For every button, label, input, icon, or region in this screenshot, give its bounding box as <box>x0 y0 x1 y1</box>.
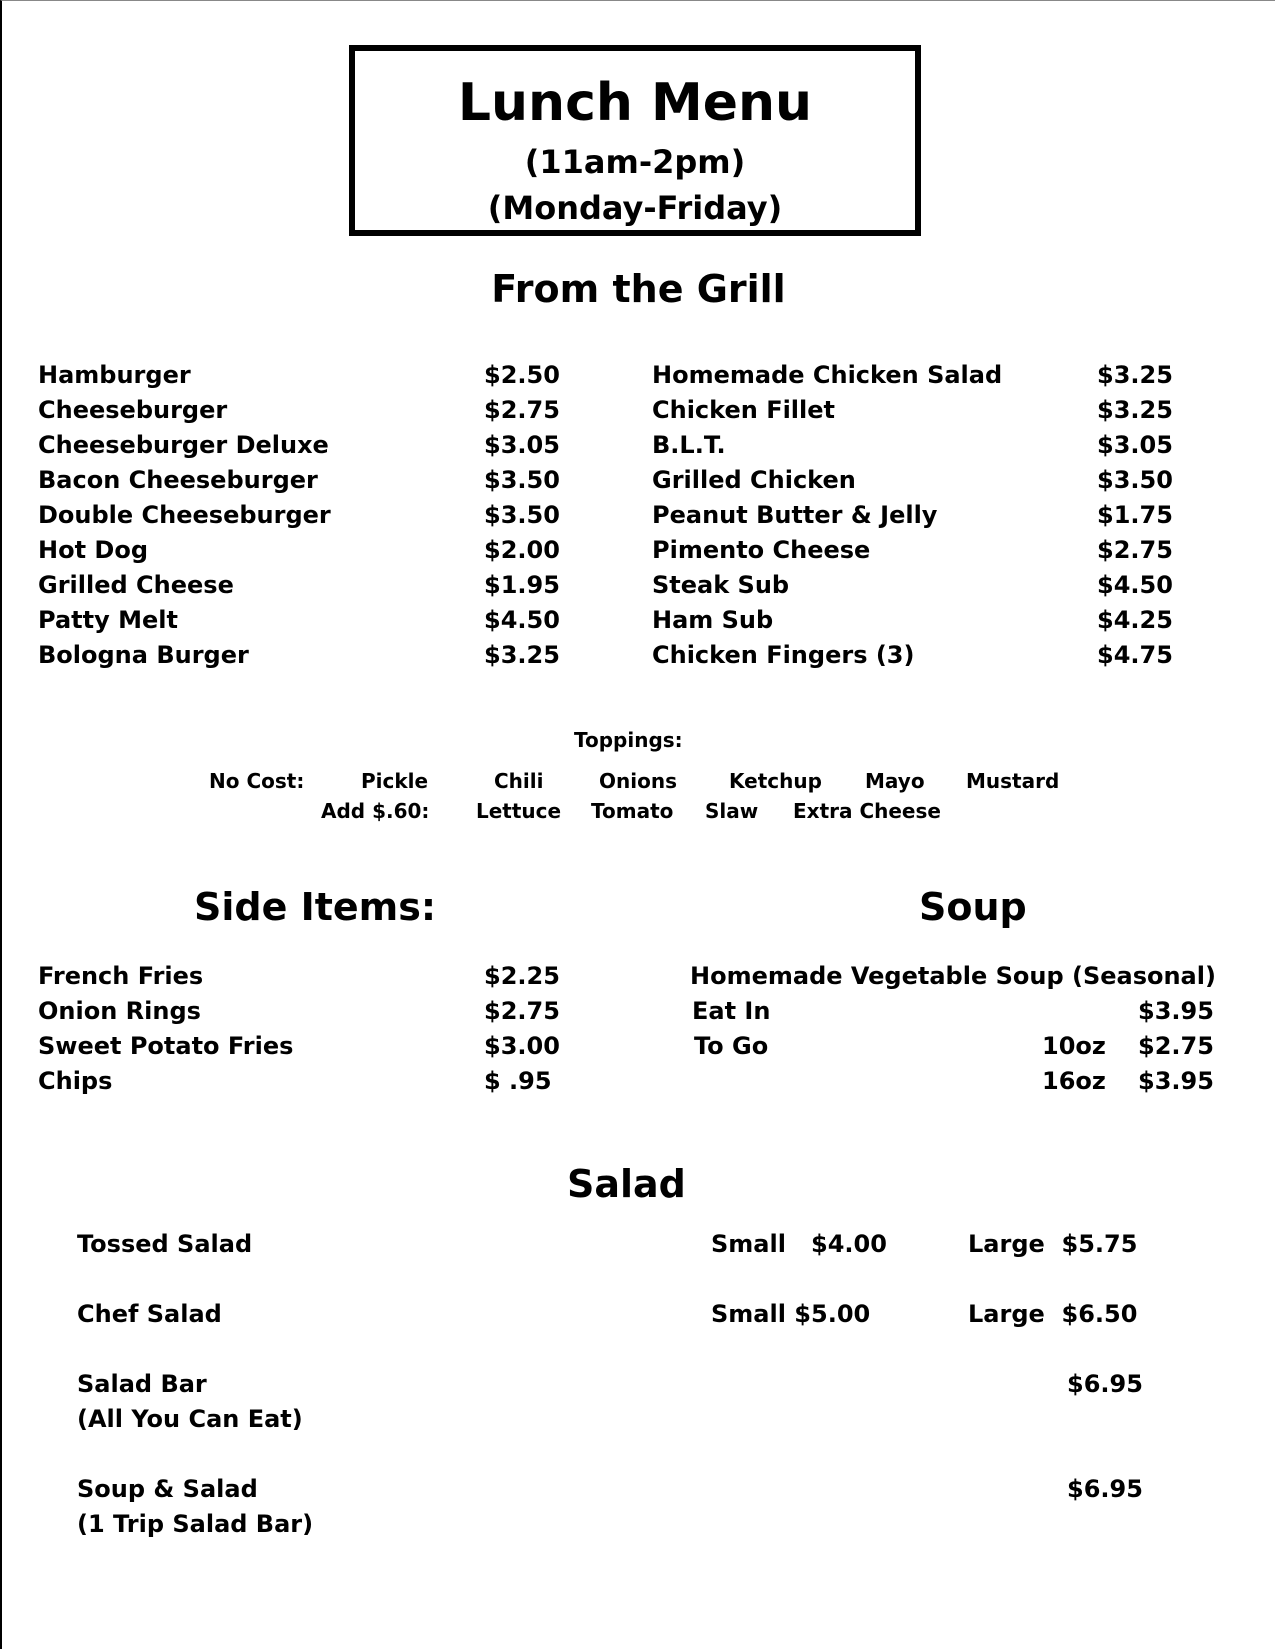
menu-item-price: $3.05 <box>484 431 560 459</box>
soup-size-price: $2.75 <box>1138 1032 1214 1060</box>
menu-hours: (11am-2pm) <box>524 143 746 181</box>
menu-item-name: Double Cheeseburger <box>38 501 331 529</box>
toppings-no-cost-label: No Cost: <box>209 769 305 793</box>
menu-item-price: $4.25 <box>1097 606 1173 634</box>
salad-item-name: Tossed Salad <box>77 1230 253 1258</box>
topping-item: Chili <box>494 769 544 793</box>
menu-item-name: Hamburger <box>38 361 191 389</box>
menu-item-price: $3.25 <box>1097 396 1173 424</box>
soup-size: 10oz <box>1042 1032 1106 1060</box>
soup-name: Homemade Vegetable Soup (Seasonal) <box>690 962 1216 990</box>
side-item-name: Onion Rings <box>38 997 201 1025</box>
menu-item-name: Patty Melt <box>38 606 178 634</box>
menu-item-name: Steak Sub <box>652 571 790 599</box>
title-box <box>349 45 921 236</box>
menu-item-price: $2.75 <box>1097 536 1173 564</box>
menu-item-name: Grilled Cheese <box>38 571 234 599</box>
salad-heading: Salad <box>567 1162 686 1206</box>
menu-item-name: Homemade Chicken Salad <box>652 361 1003 389</box>
menu-item-name: Pimento Cheese <box>652 536 871 564</box>
menu-item-name: B.L.T. <box>652 431 726 459</box>
menu-item-price: $4.50 <box>484 606 560 634</box>
soup-to-go-label: To Go <box>694 1032 769 1060</box>
topping-item: Pickle <box>361 769 429 793</box>
soup-eat-in-price: $3.95 <box>1138 997 1214 1025</box>
menu-item-name: Cheeseburger <box>38 396 228 424</box>
topping-item: Tomato <box>591 799 674 823</box>
salad-item-name: Chef Salad <box>77 1300 222 1328</box>
salad-item-note: (1 Trip Salad Bar) <box>77 1510 314 1538</box>
menu-item-price: $3.25 <box>484 641 560 669</box>
salad-large-price: Large $6.50 <box>968 1300 1138 1328</box>
menu-item-price: $3.05 <box>1097 431 1173 459</box>
menu-item-price: $2.75 <box>484 396 560 424</box>
menu-item-price: $4.75 <box>1097 641 1173 669</box>
topping-item: Mayo <box>865 769 925 793</box>
salad-small-price: Small $5.00 <box>711 1300 871 1328</box>
topping-item: Slaw <box>705 799 759 823</box>
soup-eat-in-label: Eat In <box>692 997 771 1025</box>
menu-item-price: $4.50 <box>1097 571 1173 599</box>
soup-heading: Soup <box>919 885 1027 929</box>
menu-item-price: $1.95 <box>484 571 560 599</box>
toppings-heading: Toppings: <box>574 728 683 752</box>
toppings-add-label: Add $.60: <box>321 799 430 823</box>
topping-item: Ketchup <box>729 769 822 793</box>
side-item-price: $ .95 <box>484 1067 552 1095</box>
topping-item: Mustard <box>966 769 1060 793</box>
topping-item: Onions <box>599 769 677 793</box>
menu-item-name: Chicken Fingers (3) <box>652 641 915 669</box>
side-item-name: Chips <box>38 1067 113 1095</box>
side-item-name: Sweet Potato Fries <box>38 1032 294 1060</box>
salad-item-note: (All You Can Eat) <box>77 1405 303 1433</box>
side-item-price: $2.25 <box>484 962 560 990</box>
menu-item-price: $2.50 <box>484 361 560 389</box>
side-item-price: $2.75 <box>484 997 560 1025</box>
menu-item-name: Grilled Chicken <box>652 466 856 494</box>
salad-item-price: $6.95 <box>1067 1370 1143 1398</box>
salad-large-price: Large $5.75 <box>968 1230 1138 1258</box>
menu-item-price: $1.75 <box>1097 501 1173 529</box>
menu-title: Lunch Menu <box>457 73 813 133</box>
salad-item-price: $6.95 <box>1067 1475 1143 1503</box>
menu-item-price: $3.50 <box>484 466 560 494</box>
topping-item: Lettuce <box>476 799 562 823</box>
menu-item-name: Bacon Cheeseburger <box>38 466 318 494</box>
menu-item-name: Chicken Fillet <box>652 396 836 424</box>
menu-item-name: Cheeseburger Deluxe <box>38 431 329 459</box>
menu-item-price: $3.25 <box>1097 361 1173 389</box>
soup-size: 16oz <box>1042 1067 1106 1095</box>
menu-item-name: Bologna Burger <box>38 641 249 669</box>
menu-item-name: Ham Sub <box>652 606 774 634</box>
salad-item-name: Salad Bar <box>77 1370 207 1398</box>
menu-item-price: $2.00 <box>484 536 560 564</box>
topping-item: Extra Cheese <box>793 799 941 823</box>
menu-item-price: $3.50 <box>484 501 560 529</box>
salad-small-price: Small $4.00 <box>711 1230 887 1258</box>
menu-days: (Monday-Friday) <box>487 189 783 227</box>
grill-heading: From the Grill <box>491 267 786 311</box>
salad-item-name: Soup & Salad <box>77 1475 258 1503</box>
side-item-name: French Fries <box>38 962 204 990</box>
soup-size-price: $3.95 <box>1138 1067 1214 1095</box>
menu-item-name: Peanut Butter & Jelly <box>652 501 938 529</box>
side-item-price: $3.00 <box>484 1032 560 1060</box>
menu-item-name: Hot Dog <box>38 536 148 564</box>
sides-heading: Side Items: <box>194 885 437 929</box>
menu-item-price: $3.50 <box>1097 466 1173 494</box>
